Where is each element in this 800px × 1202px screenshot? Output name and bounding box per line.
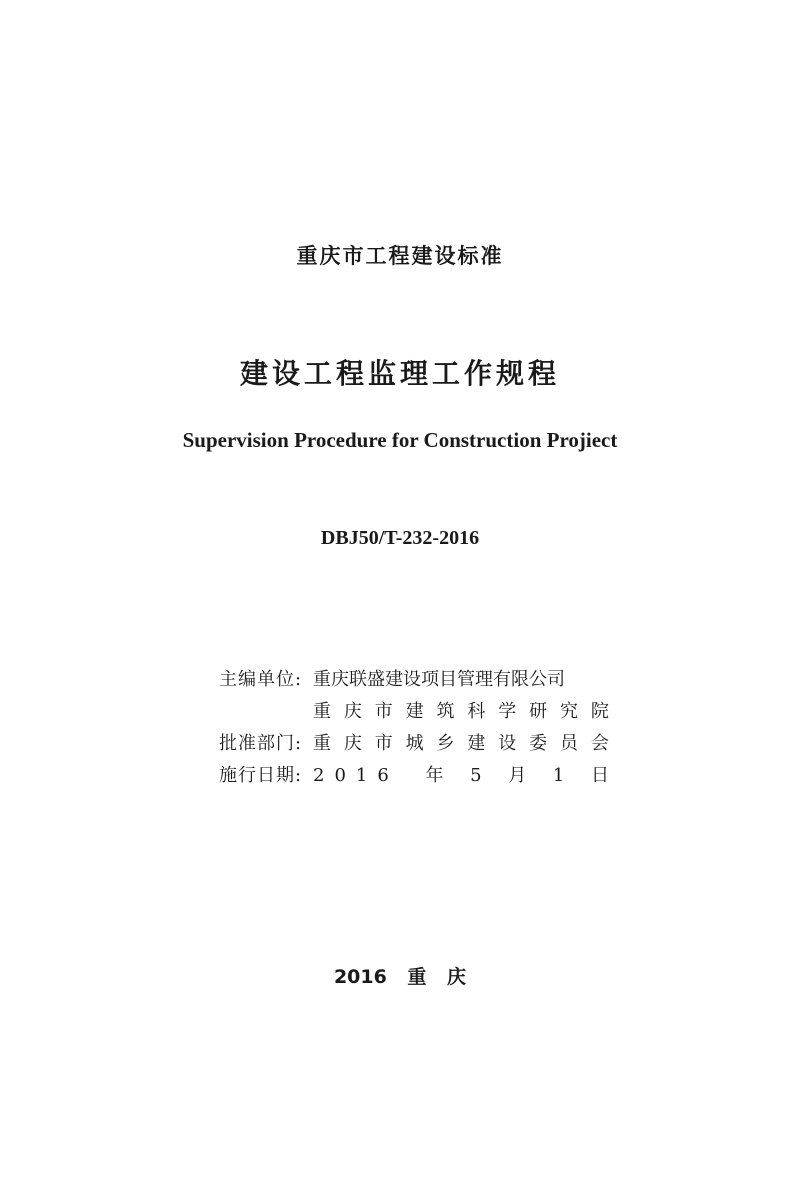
approving-department-label: 批准部门: — [219, 733, 303, 754]
approving-department: 重 庆 市 城 乡 建 设 委 员 会 — [313, 733, 609, 754]
chief-editor-label: 主编单位: — [219, 669, 303, 690]
effective-month: 5 — [470, 765, 482, 786]
document-title-english: Supervision Procedure for Construction Projiect — [182, 428, 618, 452]
effective-date: 2016 年 5 月 1 日 — [313, 760, 609, 792]
standard-code: DBJ50/T-232-2016 — [320, 527, 480, 549]
document-title-chinese: 建设工程监理工作规程 — [239, 357, 560, 390]
chief-editor-row — [219, 664, 619, 696]
standard-series: 重庆市工程建设标准 — [296, 244, 504, 268]
effective-date-label: 施行日期: — [219, 765, 303, 786]
effective-date-row — [219, 760, 619, 792]
chief-editor-row-2 — [219, 696, 619, 728]
publication-info — [219, 664, 619, 792]
approving-department-row — [219, 728, 619, 760]
chief-editor-secondary: 重 庆 市 建 筑 科 学 研 究 院 — [313, 701, 609, 722]
chief-editor-primary: 重庆联盛建设项目管理有限公司 — [313, 669, 565, 690]
publication-year-place: 2016 重 庆 — [333, 966, 467, 988]
effective-year: 2016 — [313, 765, 399, 786]
effective-day: 1 — [552, 765, 565, 786]
